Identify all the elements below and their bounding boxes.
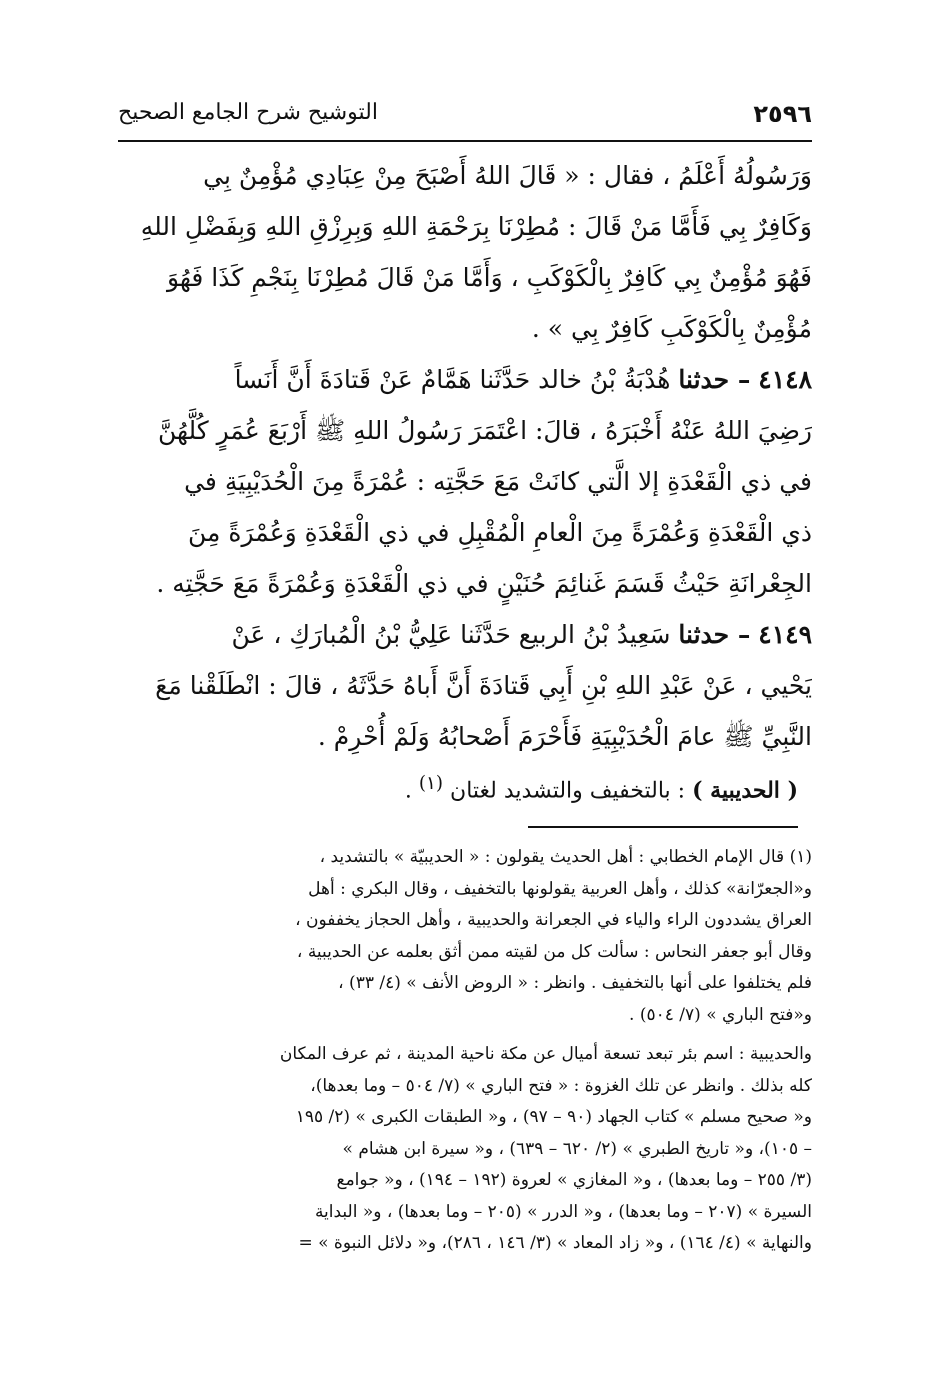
footnote-line: وقال أبو جعفر النحاس : سألت كل من لقيته ممن أثق بعلمه عن الحديبية ، — [296, 941, 812, 962]
page-header — [118, 96, 812, 142]
text-line: يَحْيي ، عَنْ عَبْدِ اللهِ بْنِ أَبِي قَتادَةَ أَنَّ أَباهُ حَدَّثَهُ ، قالَ : انْطَلَقْنا مَعَ — [155, 671, 812, 700]
text-line: في ذي الْقَعْدَةِ إلا الَّتي كانَتْ مَعَ حَجَّتِه : عُمْرَةً مِنَ الْحُدَيْبِيَةِ في — [184, 467, 812, 496]
running-title: التوشيح شرح الجامع الصحيح — [118, 100, 378, 125]
footnote-line: و« صحيح مسلم » كتاب الجهاد (٩٠ – ٩٧) ، و« الطبقات الكبرى » (٢/ ١٩٥ — [295, 1107, 812, 1127]
footnote-line: العراق يشددون الراء والياء في الجعرانة والحديبية ، وأهل الحجاز يخففون ، — [295, 910, 812, 930]
text-line: رَضِيَ اللهُ عَنْهُ أَخْبَرَهُ ، قالَ: اعْتَمَرَ رَسُولُ اللهِ ﷺ أَرْبَعَ عُمَرٍ كُلَّهُنَّ — [157, 416, 812, 445]
hadith-4148-first-line: ٤١٤٨ – حدثنا هُدْبَةُ بْنُ خالد حَدَّثَنا هَمَّامٌ عَنْ قَتادَةَ أَنَّ أَنَساً — [234, 365, 812, 394]
text-line: الجِعْرانَةِ حَيْثُ قَسَمَ غَنائِمَ حُنَيْنٍ في ذي الْقَعْدَةِ وَعُمْرَةً مَعَ حَجَّتِه . — [156, 569, 812, 598]
note-term: ( الحديبية ) — [692, 777, 798, 804]
text-line: فَهُوَ مُؤْمِنٌ بِي كَافِرٌ بِالْكَوْكَبِ ، وَأَمَّا مَنْ قَالَ مُطِرْنَا بِنَجْمِ كَذَا فَهُوَ — [166, 263, 812, 292]
footnote-line: والنهاية » (٤/ ١٦٤) ، و« زاد المعاد » (٣/ ١٤٦ ، ٢٨٦)، و« دلائل النبوة » = — [298, 1233, 812, 1253]
footnote-line: والحديبية : اسم بئر تبعد تسعة أميال عن مكة ناحية المدينة ، ثم عرف المكان — [279, 1044, 812, 1064]
text-line: مُؤْمِنٌ بِالْكَوْكَبِ كَافِرٌ بِي » . — [531, 314, 812, 343]
footnote-ref: (١) — [418, 773, 444, 794]
footnote-divider — [528, 826, 798, 828]
hadith-lead: حدثنا — [678, 365, 730, 394]
hadith-text: هُدْبَةُ بْنُ خالد حَدَّثَنا هَمَّامٌ عَنْ قَتادَةَ أَنَّ أَنَساً — [234, 365, 671, 394]
footnote-line: كله بذلك . وانظر عن تلك الغزوة : « فتح الباري » (٧/ ٥٠٤ – وما بعدها)، — [310, 1075, 812, 1096]
main-text — [118, 150, 812, 806]
footnote-line: فلم يختلفوا على أنها بالتخفيف . وانظر : « الروض الأنف » (٤/ ٣٣) ، — [338, 973, 812, 993]
text-line: وَكَافِرٌ بِي فَأَمَّا مَنْ قَالَ : مُطِرْنَا بِرَحْمَةِ اللهِ وَبِرِزْقِ اللهِ وَبِفَضْلِ اللهِ — [140, 212, 812, 241]
hadith-text: سَعِيدُ بْنُ الربيع حَدَّثَنا عَلِيُّ بْنُ الْمُبارَكِ ، عَنْ — [231, 620, 671, 649]
text-line: النَّبِيِّ ﷺ عامَ الْحُدَيْبِيَةِ فَأَحْرَمَ أَصْحابُهُ وَلَمْ أُحْرِمْ . — [317, 722, 812, 751]
footnote-line: السيرة » (٢٠٧ – وما بعدها) ، و« الدرر » (٢٠٥ – وما بعدها) ، و« البداية — [314, 1201, 812, 1222]
hadith-number: ٤١٤٩ — [758, 620, 812, 649]
note-end: . — [404, 778, 412, 804]
footnote-line: و«فتح الباري » (٧/ ٥٠٤) . — [629, 1004, 812, 1025]
footnote-line: – ١٠٥)، و« تاريخ الطبري » (٢/ ٦٢٠ – ٦٣٩) ، و« سيرة ابن هشام » — [342, 1138, 812, 1159]
explanatory-note — [118, 762, 812, 806]
hadith-lead: حدثنا — [678, 620, 730, 649]
text-line: وَرَسُولُهُ أَعْلَمُ ، فقال : « قَالَ اللهُ أَصْبَحَ مِنْ عِبَادِي مُؤْمِنٌ بِي — [203, 161, 812, 190]
text-line: ذي الْقَعْدَةِ وَعُمْرَةً مِنَ الْعامِ الْمُقْبِلِ في ذي الْقَعْدَةِ وَعُمْرَةً مِنَ — [187, 518, 812, 547]
footnotes — [118, 842, 812, 1260]
note-text: : بالتخفيف والتشديد لغتان — [450, 778, 686, 804]
footnote-line: و«الجعرّانة» كذلك ، وأهل العربية يقولونها بالتخفيف ، وقال البكري : أهل — [308, 878, 812, 899]
footnote-line: (٣/ ٢٥٥ – وما بعدها) ، و« المغازي » لعروة (١٩٢ – ١٩٤) ، و« جوامع — [336, 1170, 812, 1190]
footnote-line: (١) قال الإمام الخطابي : أهل الحديث يقولون : « الحديبيّة » بالتشديد ، — [319, 847, 812, 867]
hadith-4149-first-line: ٤١٤٩ – حدثنا سَعِيدُ بْنُ الربيع حَدَّثَنا عَلِيُّ بْنُ الْمُبارَكِ ، عَنْ — [231, 620, 812, 649]
hadith-number: ٤١٤٨ — [758, 365, 812, 394]
page-number: ٢٥٩٦ — [753, 100, 812, 128]
